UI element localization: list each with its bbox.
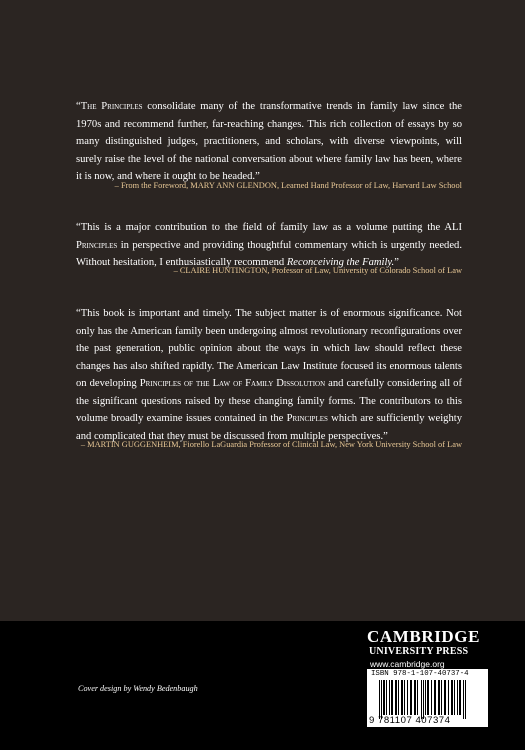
quote-book-title: Reconceiving the Family.	[286, 257, 395, 268]
barcode-bar	[457, 680, 458, 715]
attribution-glendon: – From the Foreword, MARY ANN GLENDON, Learned Hand Professor of Law, Harvard Law School	[114, 181, 462, 190]
quote-principles-title: The Principles	[80, 101, 143, 112]
barcode-bar	[389, 680, 390, 715]
barcode-bar	[381, 680, 382, 719]
barcode-bar	[383, 680, 385, 715]
attribution-huntington: – CLAIRE HUNTINGTON, Professor of Law, University of Colorado School of Law	[173, 266, 462, 275]
barcode-bar	[379, 680, 380, 719]
quote-huntington	[76, 219, 462, 272]
publisher-logo	[367, 628, 487, 670]
quote-glendon	[76, 98, 462, 186]
isbn-label: ISBN 978-1-107-40737-4	[371, 670, 469, 678]
barcode-bar	[401, 680, 403, 715]
barcode-bar	[398, 680, 399, 715]
barcode-bar	[421, 680, 422, 719]
publisher-url: www.cambridge.org	[370, 659, 445, 669]
barcode-bar	[427, 680, 429, 715]
barcode-bar	[431, 680, 432, 715]
barcode-bar	[386, 680, 387, 715]
barcode-bar	[391, 680, 393, 715]
barcode-bar	[463, 680, 464, 719]
barcode-bar	[404, 680, 405, 715]
quote-close-mark: ”	[394, 257, 399, 268]
barcode-bar	[444, 680, 446, 715]
isbn-barcode	[367, 669, 488, 727]
quote-body-c: which are sufficiently weighty and complicated that they must be discussed from multiple perspectives.”	[76, 413, 462, 442]
barcode-bar	[395, 680, 397, 715]
quote-body-b: and carefully considering all of the significant questions raised by these changing family forms. The contributors to this volume broadly examine issues contained in the	[76, 378, 462, 424]
barcode-bar	[425, 680, 426, 715]
quote-open-mark: “	[76, 101, 81, 112]
barcode-bar	[441, 680, 442, 715]
quote-principles-title: Principles	[286, 413, 328, 424]
barcode-bar	[434, 680, 436, 715]
barcode-bar	[414, 680, 416, 715]
barcode-bar	[407, 680, 408, 715]
quote-body: consolidate many of the transformative trends in family law since the 1970s and recommend further, far-reaching changes. This rich collection of essays by so many distinguished judges, practitioners, and scholars, with diverse viewpoints, will surely raise the level of the national conversation about where family law has been, where it is now, and where it ought to be headed.”	[76, 101, 462, 182]
barcode-bar	[451, 680, 453, 715]
barcode-bar	[423, 680, 424, 719]
barcode-bar	[410, 680, 412, 715]
barcode-bar	[459, 680, 461, 715]
publisher-subname: UNIVERSITY PRESS	[369, 646, 469, 657]
quote-principles-title: Principles	[76, 239, 118, 251]
quote-body-a: “This book is important and timely. The subject matter is of enormous significance. Not only has the American family been undergoing almost revolutionary reconfigurations over the past generation, public opinion about the ways in which law should reflect these changes has also shifted rapidly. The American Law Institute focused its enormous talents on developing	[76, 308, 462, 389]
barcode-bar	[417, 680, 418, 715]
barcode-bar	[465, 680, 466, 719]
attribution-guggenheim: – MARTIN GUGGENHEIM, Fiorello LaGuardia Professor of Clinical Law, New York University School of Law	[80, 440, 462, 449]
quote-body-a: “This is a major contribution to the field of family law as a volume putting the ALI	[76, 222, 462, 233]
barcode-bar	[438, 680, 440, 715]
barcode-bar	[454, 680, 455, 715]
barcode-bar	[448, 680, 449, 715]
quote-guggenheim	[76, 305, 462, 445]
cover-design-credit: Cover design by Wendy Bedenbaugh	[78, 684, 198, 693]
ean-digits: 9 781107 407374	[369, 715, 451, 726]
publisher-name: CAMBRIDGE	[367, 627, 481, 646]
quote-body-b: in perspective and providing thoughtful commentary which is urgently needed. Without hesitation, I enthusiastically recommend	[76, 239, 462, 268]
quote-principles-full-title: Principles of the Law of Family Dissolution	[139, 378, 326, 389]
